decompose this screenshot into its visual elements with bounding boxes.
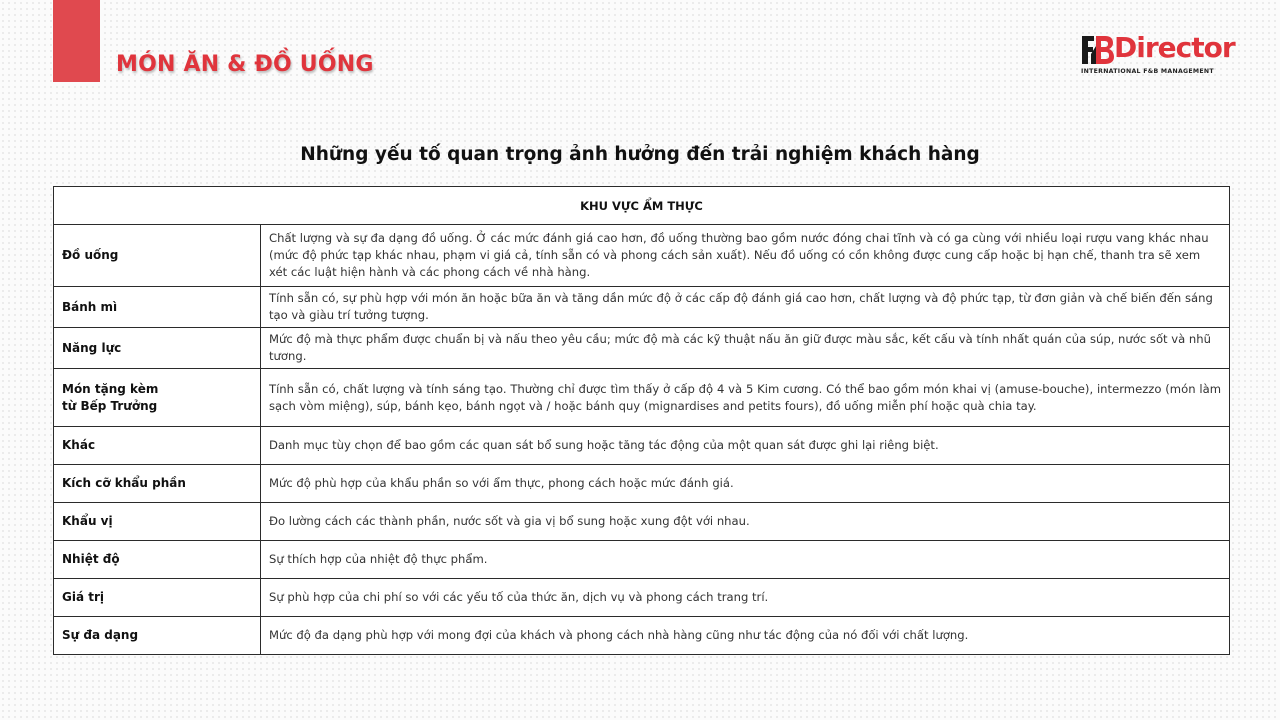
factor-description: Sự phù hợp của chi phí so với các yếu tố của thức ăn, dịch vụ và phong cách trang trí. [261,579,1230,617]
factor-description: Sự thích hợp của nhiệt độ thực phẩm. [261,541,1230,579]
factor-description: Danh mục tùy chọn để bao gồm các quan sát bổ sung hoặc tăng tác động của một quan sát được ghi lại riêng biệt. [261,427,1230,465]
brand-logo [1080,31,1240,78]
table-row [54,579,1230,617]
table-row [54,617,1230,655]
factor-description: Mức độ phù hợp của khẩu phần so với ẩm thực, phong cách hoặc mức đánh giá. [261,465,1230,503]
factor-name: Đồ uống [54,225,261,287]
table-row [54,287,1230,328]
table-row [54,427,1230,465]
factor-name: Món tặng kèm từ Bếp Trưởng [54,369,261,427]
accent-bar [53,0,100,82]
factor-name: Giá trị [54,579,261,617]
page-title: MÓN ĂN & ĐỒ UỐNG [116,52,374,77]
fb-logo-icon [1080,34,1114,66]
section-header: KHU VỰC ẨM THỰC [54,187,1230,225]
table-row [54,465,1230,503]
factor-name: Bánh mì [54,287,261,328]
table-row [54,328,1230,369]
table-header-row [54,187,1230,225]
logo-tagline: INTERNATIONAL F&B MANAGEMENT [1081,68,1214,75]
factor-name: Nhiệt độ [54,541,261,579]
factor-name: Khẩu vị [54,503,261,541]
table-row [54,225,1230,287]
table-row [54,369,1230,427]
factor-name: Năng lực [54,328,261,369]
factor-description: Tính sẵn có, chất lượng và tính sáng tạo. Thường chỉ được tìm thấy ở cấp độ 4 và 5 Kim cương. Có thể bao gồm món khai vị (amuse-bouche), intermezzo (món làm sạch vòm miệng), súp, bánh kẹo, bánh ngọt và / hoặc bánh quy (mignardises and petits fours), đồ uống miễn phí hoặc quà chia tay. [261,369,1230,427]
factor-description: Đo lường cách các thành phần, nước sốt và gia vị bổ sung hoặc xung đột với nhau. [261,503,1230,541]
factor-name: Kích cỡ khẩu phần [54,465,261,503]
factors-table [53,186,1230,655]
factor-description: Chất lượng và sự đa dạng đồ uống. Ở các mức đánh giá cao hơn, đồ uống thường bao gồm nước đóng chai tĩnh và có ga cùng với nhiều loại rượu vang khác nhau (mức độ phức tạp khác nhau, phạm vi giá cả, tính sẵn có và phong cách sản xuất). Nếu đồ uống có cồn không được cung cấp hoặc bị hạn chế, thanh tra sẽ xem xét các luật hiện hành và các phong cách về nhà hàng. [261,225,1230,287]
table-row [54,541,1230,579]
factor-description: Tính sẵn có, sự phù hợp với món ăn hoặc bữa ăn và tăng dần mức độ ở các cấp độ đánh giá cao hơn, chất lượng và độ phức tạp, từ đơn giản và chế biến đến sáng tạo và giàu trí tưởng tượng. [261,287,1230,328]
table-heading: Những yếu tố quan trọng ảnh hưởng đến trải nghiệm khách hàng [300,144,980,165]
table-row [54,503,1230,541]
factor-name: Khác [54,427,261,465]
logo-wordmark: Director [1114,31,1235,64]
factor-description: Mức độ đa dạng phù hợp với mong đợi của khách và phong cách nhà hàng cũng như tác động của nó đối với chất lượng. [261,617,1230,655]
factor-description: Mức độ mà thực phẩm được chuẩn bị và nấu theo yêu cầu; mức độ mà các kỹ thuật nấu ăn giữ được màu sắc, kết cấu và tính nhất quán của súp, nước sốt và nhũ tương. [261,328,1230,369]
factor-name: Sự đa dạng [54,617,261,655]
